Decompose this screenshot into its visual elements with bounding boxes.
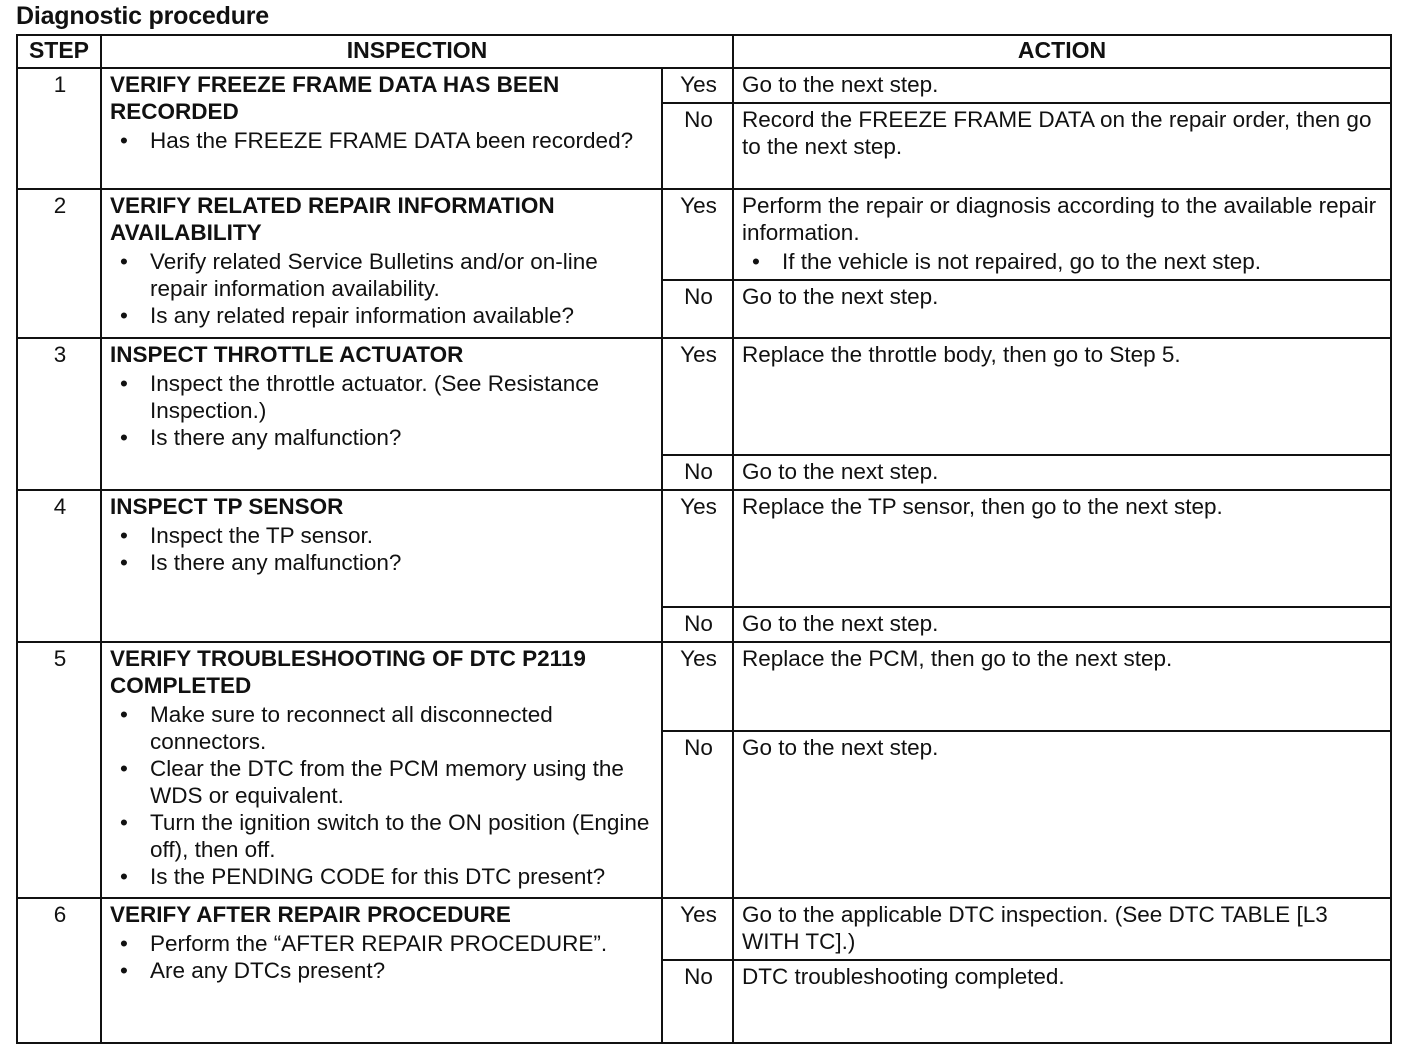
- no-label: No: [662, 103, 733, 189]
- yes-action-cell: [733, 898, 1391, 960]
- inspection-title: VERIFY FREEZE FRAME DATA HAS BEEN RECORDED: [110, 72, 560, 124]
- yes-label: Yes: [662, 189, 733, 280]
- inspection-title: VERIFY AFTER REPAIR PROCEDURE: [110, 902, 511, 927]
- yes-label: Yes: [662, 68, 733, 103]
- no-label: No: [662, 607, 733, 642]
- yes-action: Replace the throttle body, then go to Step 5.: [742, 342, 1181, 367]
- header-step: STEP: [17, 35, 101, 68]
- table-row: [17, 490, 1391, 607]
- inspection-bullet: • Is there any malfunction?: [150, 424, 655, 451]
- step-number: 4: [17, 490, 101, 642]
- inspection-bullet: • Make sure to reconnect all disconnected connectors.: [150, 701, 655, 755]
- inspection-bullet: • Verify related Service Bulletins and/or on-line repair information availability.: [150, 248, 655, 302]
- no-label: No: [662, 960, 733, 1043]
- inspection-bullets: [110, 701, 655, 890]
- inspection-bullet: • Clear the DTC from the PCM memory using the WDS or equivalent.: [150, 755, 655, 809]
- yes-label: Yes: [662, 490, 733, 607]
- inspection-title: INSPECT TP SENSOR: [110, 494, 344, 519]
- yes-action-cell: [733, 490, 1391, 607]
- yes-action: Replace the TP sensor, then go to the next step.: [742, 494, 1223, 519]
- table-row: [17, 68, 1391, 103]
- table-row: [17, 338, 1391, 455]
- table-row: [17, 898, 1391, 960]
- header-action: ACTION: [733, 35, 1391, 68]
- step-number: 3: [17, 338, 101, 490]
- inspection-bullets: [110, 248, 655, 329]
- no-action: Go to the next step.: [733, 607, 1391, 642]
- inspection-cell: [101, 189, 662, 338]
- yes-action-cell: [733, 642, 1391, 731]
- inspection-bullet: • Has the FREEZE FRAME DATA been recorded?: [150, 127, 655, 154]
- yes-label: Yes: [662, 642, 733, 731]
- inspection-bullets: [110, 522, 655, 576]
- inspection-title: VERIFY TROUBLESHOOTING OF DTC P2119 COMPLETED: [110, 646, 586, 698]
- inspection-bullets: [110, 370, 655, 451]
- inspection-bullet: • Perform the “AFTER REPAIR PROCEDURE”.: [150, 930, 655, 957]
- inspection-bullets: [110, 127, 655, 154]
- no-action: Go to the next step.: [733, 455, 1391, 490]
- yes-label: Yes: [662, 338, 733, 455]
- yes-action: Go to the applicable DTC inspection. (See DTC TABLE [L3 WITH TC].): [742, 902, 1328, 954]
- yes-action-cell: [733, 338, 1391, 455]
- no-label: No: [662, 455, 733, 490]
- inspection-bullet: • Inspect the TP sensor.: [150, 522, 655, 549]
- inspection-cell: [101, 490, 662, 642]
- no-action: Go to the next step.: [733, 731, 1391, 898]
- no-action: Record the FREEZE FRAME DATA on the repair order, then go to the next step.: [733, 103, 1391, 189]
- step-number: 2: [17, 189, 101, 338]
- yes-action: Replace the PCM, then go to the next step.: [742, 646, 1173, 671]
- diagnostic-table: [16, 34, 1392, 1044]
- no-label: No: [662, 280, 733, 338]
- step-number: 1: [17, 68, 101, 189]
- inspection-title: INSPECT THROTTLE ACTUATOR: [110, 342, 464, 367]
- inspection-bullet: • Turn the ignition switch to the ON position (Engine off), then off.: [150, 809, 655, 863]
- action-bullets: [742, 248, 1384, 275]
- yes-action-cell: [733, 189, 1391, 280]
- no-action: DTC troubleshooting completed.: [733, 960, 1391, 1043]
- no-action: Go to the next step.: [733, 280, 1391, 338]
- inspection-bullet: • Is there any malfunction?: [150, 549, 655, 576]
- inspection-cell: [101, 68, 662, 189]
- table-row: [17, 189, 1391, 280]
- header-inspection: INSPECTION: [101, 35, 733, 68]
- inspection-bullet: • Are any DTCs present?: [150, 957, 655, 984]
- inspection-cell: [101, 642, 662, 898]
- yes-action: Go to the next step.: [742, 72, 939, 97]
- inspection-bullet: • Inspect the throttle actuator. (See Resistance Inspection.): [150, 370, 655, 424]
- action-bullet: • If the vehicle is not repaired, go to the next step.: [782, 248, 1384, 275]
- inspection-bullet: • Is any related repair information available?: [150, 302, 655, 329]
- table-row: [17, 642, 1391, 731]
- inspection-title: VERIFY RELATED REPAIR INFORMATION AVAILABILITY: [110, 193, 555, 245]
- table-header-row: [17, 35, 1391, 68]
- step-number: 6: [17, 898, 101, 1043]
- inspection-cell: [101, 898, 662, 1043]
- inspection-bullets: [110, 930, 655, 984]
- yes-action-cell: [733, 68, 1391, 103]
- yes-action: Perform the repair or diagnosis according to the available repair information.: [742, 193, 1377, 245]
- step-number: 5: [17, 642, 101, 898]
- inspection-cell: [101, 338, 662, 490]
- no-label: No: [662, 731, 733, 898]
- yes-label: Yes: [662, 898, 733, 960]
- page-title: Diagnostic procedure: [16, 2, 269, 30]
- inspection-bullet: • Is the PENDING CODE for this DTC present?: [150, 863, 655, 890]
